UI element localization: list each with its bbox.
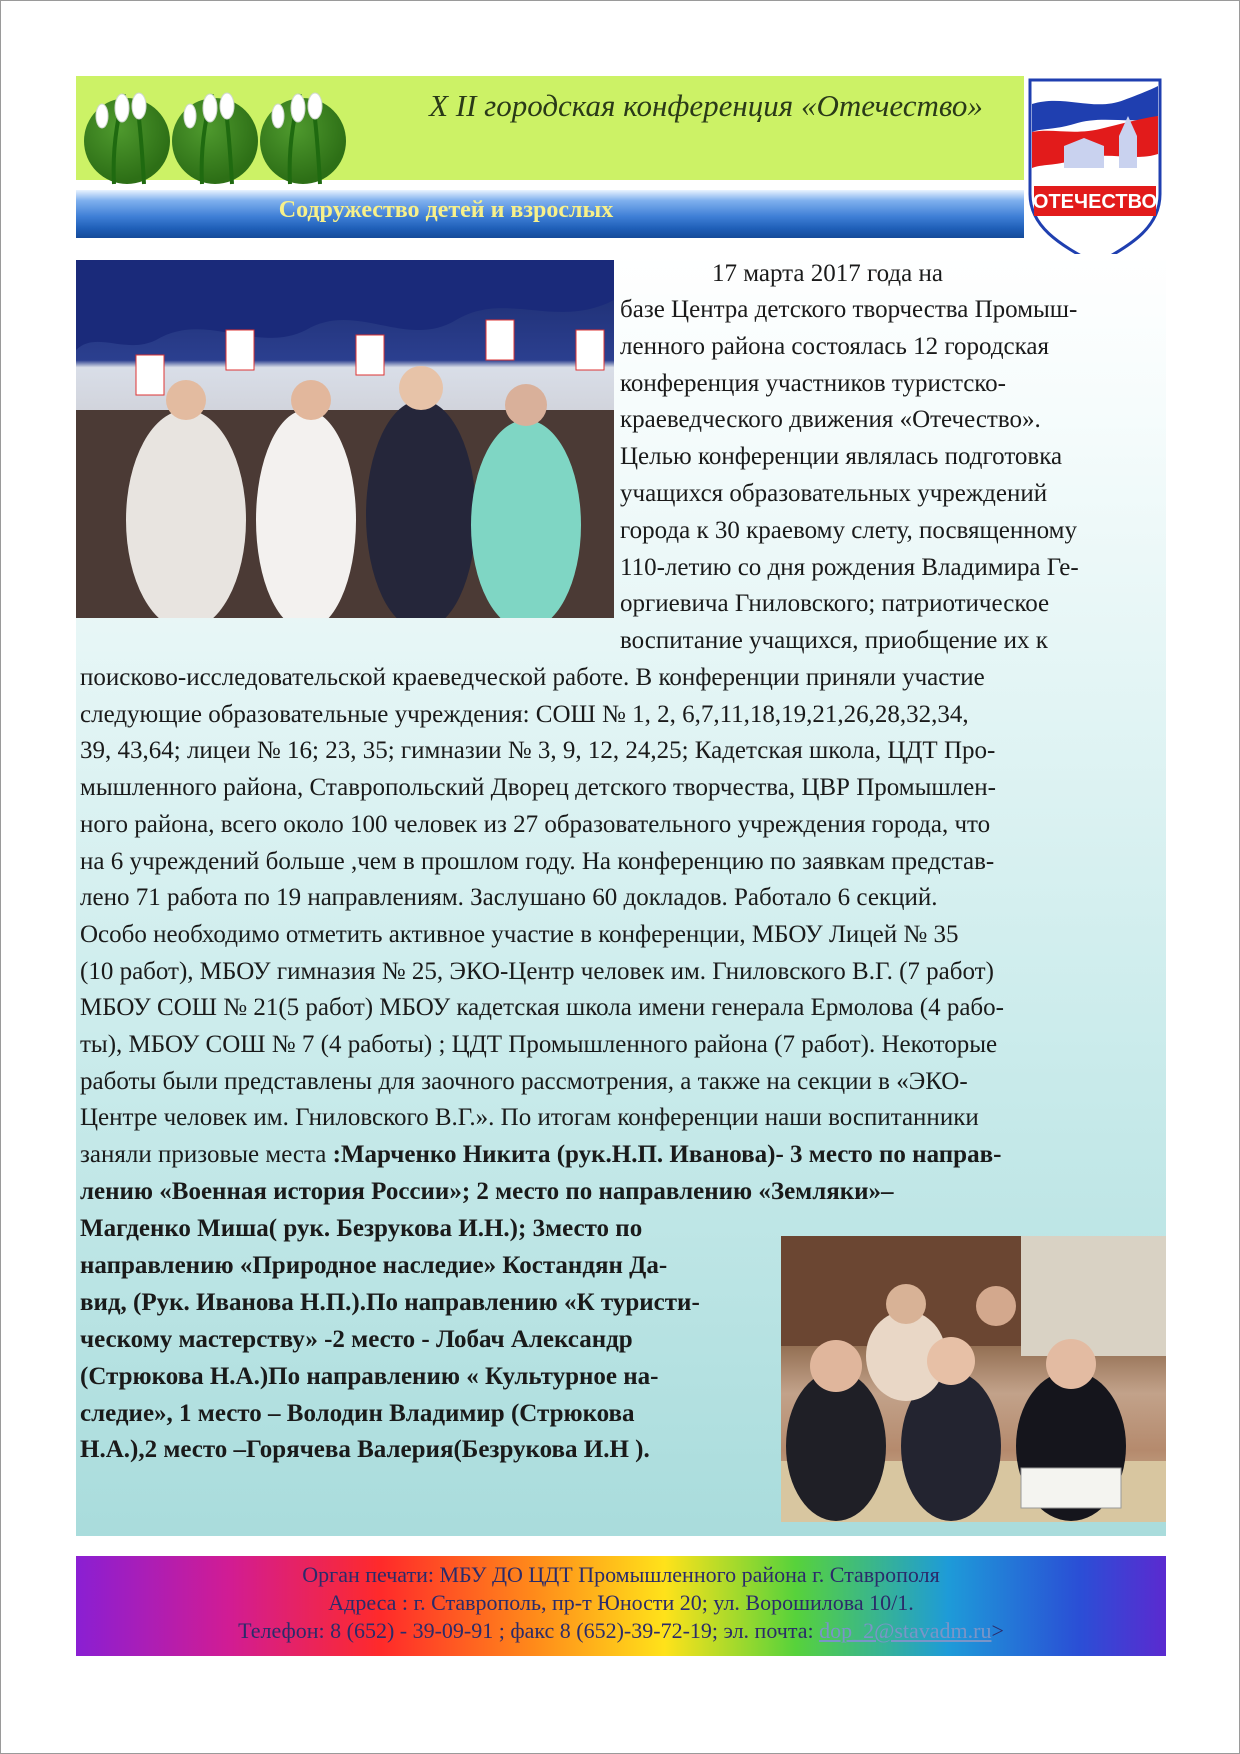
- text-line: Магденко Миша( рук. Безрукова И.Н.); 3место по: [80, 1215, 643, 1242]
- section-bar: [76, 190, 1024, 238]
- email-link[interactable]: dop_2@stavadm.ru: [819, 1618, 992, 1643]
- snowdrop-icon: [260, 86, 348, 174]
- text-line: Особо необходимо отметить активное участие в конференции, МБОУ Лицей № 35: [80, 920, 959, 948]
- emblem-text: ОТЕЧЕСТВО: [1032, 191, 1158, 213]
- text-line: поисково-исследовательской краеведческой работе. В конференции приняли участие: [80, 664, 985, 691]
- text-line: базе Центра детского творчества Промыш-: [620, 296, 1078, 323]
- text-line: работы были представлены для заочного рассмотрения, а также на секции в «ЭКО-: [80, 1067, 968, 1095]
- footer-banner: [76, 1556, 1166, 1656]
- text-line: учащихся образовательных учреждений: [620, 479, 1048, 507]
- footer-contacts: [76, 1618, 1166, 1644]
- text-line: 110-летию со дня рождения Владимира Ге-: [620, 553, 1079, 581]
- text-line: оргиевича Гниловского; патриотическое: [620, 590, 1050, 618]
- text-line: ленного района состоялась 12 городская: [620, 332, 1050, 360]
- article-lead: 17 марта 2017 года на: [712, 260, 943, 287]
- text-line: лено 71 работа по 19 направлениям. Заслушано 60 докладов. Работало 6 секций.: [80, 884, 938, 912]
- text-line: мышленного района, Ставропольский Дворец детского творчества, ЦВР Промышлен-: [80, 774, 996, 802]
- article-body: [80, 660, 1170, 1174]
- snowdrop-icon: [172, 86, 260, 174]
- group-photo: [76, 260, 614, 618]
- text-line: конференция участников туристско-: [620, 369, 1007, 397]
- text-line: ного района, всего около 100 человек из 27 образовательного учреждения города, что: [80, 810, 991, 838]
- text-line: следующие образовательные учреждения: СОШ № 1, 2, 6,7,11,18,19,21,26,28,32,34,: [80, 700, 969, 728]
- text-line: города к 30 краевому слету, посвященному: [620, 516, 1077, 544]
- section-title: Содружество детей и взрослых: [278, 197, 614, 223]
- text-line: вид, (Рук. Иванова Н.П.).По направлению «К туристи-: [80, 1288, 700, 1316]
- text-plain: заняли призовые места: [80, 1141, 333, 1169]
- text-line: воспитание учащихся, приобщение их к: [620, 627, 1048, 655]
- header-banner: [76, 76, 1024, 180]
- awards-line: лению «Военная история России»; 2 место по направлению «Земляки»–: [80, 1178, 894, 1205]
- article-right-column: [620, 292, 1172, 660]
- footer-publisher: Орган печати: МБУ ДО ЦДТ Промышленного района г. Ставрополя: [302, 1562, 940, 1587]
- otechestvo-emblem: [1024, 76, 1166, 266]
- text-line: краеведческого движения «Отечество».: [620, 406, 1041, 434]
- text-line: 39, 43,64; лицеи № 16; 23, 35; гимназии № 3, 9, 12, 24,25; Кадетская школа, ЦДТ Про-: [80, 737, 996, 765]
- text-line: направлению «Природное наследие» Костандян Да-: [80, 1251, 668, 1279]
- text-line: ты), МБОУ СОШ № 7 (4 работы) ; ЦДТ Промышленного района (7 работ). Некоторые: [80, 1031, 998, 1059]
- text-line: ческому мастерству» -2 место - Лобач Александр: [80, 1325, 633, 1353]
- text-line: Целью конференции являлась подготовка: [620, 443, 1063, 471]
- text-line: (Стрюкова Н.А.)По направлению « Культурное на-: [80, 1362, 659, 1390]
- footer-suffix: >: [991, 1618, 1004, 1643]
- text-line: на 6 учреждений больше ,чем в прошлом году. На конференцию по заявкам представ-: [80, 847, 995, 875]
- footer-address: Адреса : г. Ставрополь, пр-т Юности 20; ул. Ворошилова 10/1.: [328, 1590, 914, 1615]
- text-line-mixed: [80, 1137, 1170, 1174]
- text-bold: :Марченко Никита (рук.Н.П. Иванова)- 3 место по направ-: [332, 1141, 1002, 1169]
- text-line: (10 работ), МБОУ гимназия № 25, ЭКО-Центр человек им. Гниловского В.Г. (7 работ): [80, 957, 994, 985]
- awards-block: [80, 1211, 770, 1469]
- footer-phone: Телефон: 8 (652) - 39-09-91 ; факс 8 (652)-39-72-19; эл. почта:: [238, 1618, 820, 1643]
- text-line: Н.А.),2 место –Горячева Валерия(Безрукова И.Н ).: [80, 1436, 650, 1464]
- text-line: Центре человек им. Гниловского В.Г.». По итогам конференции наши воспитанники: [80, 1104, 979, 1132]
- text-line: следие», 1 место – Володин Владимир (Стрюкова: [80, 1399, 635, 1427]
- page-title: X II городская конференция «Отечество»: [429, 88, 983, 123]
- text-line: МБОУ СОШ № 21(5 работ) МБОУ кадетская школа имени генерала Ермолова (4 рабо-: [80, 994, 1004, 1022]
- snowdrop-icon: [84, 86, 172, 174]
- classroom-photo: [781, 1236, 1166, 1522]
